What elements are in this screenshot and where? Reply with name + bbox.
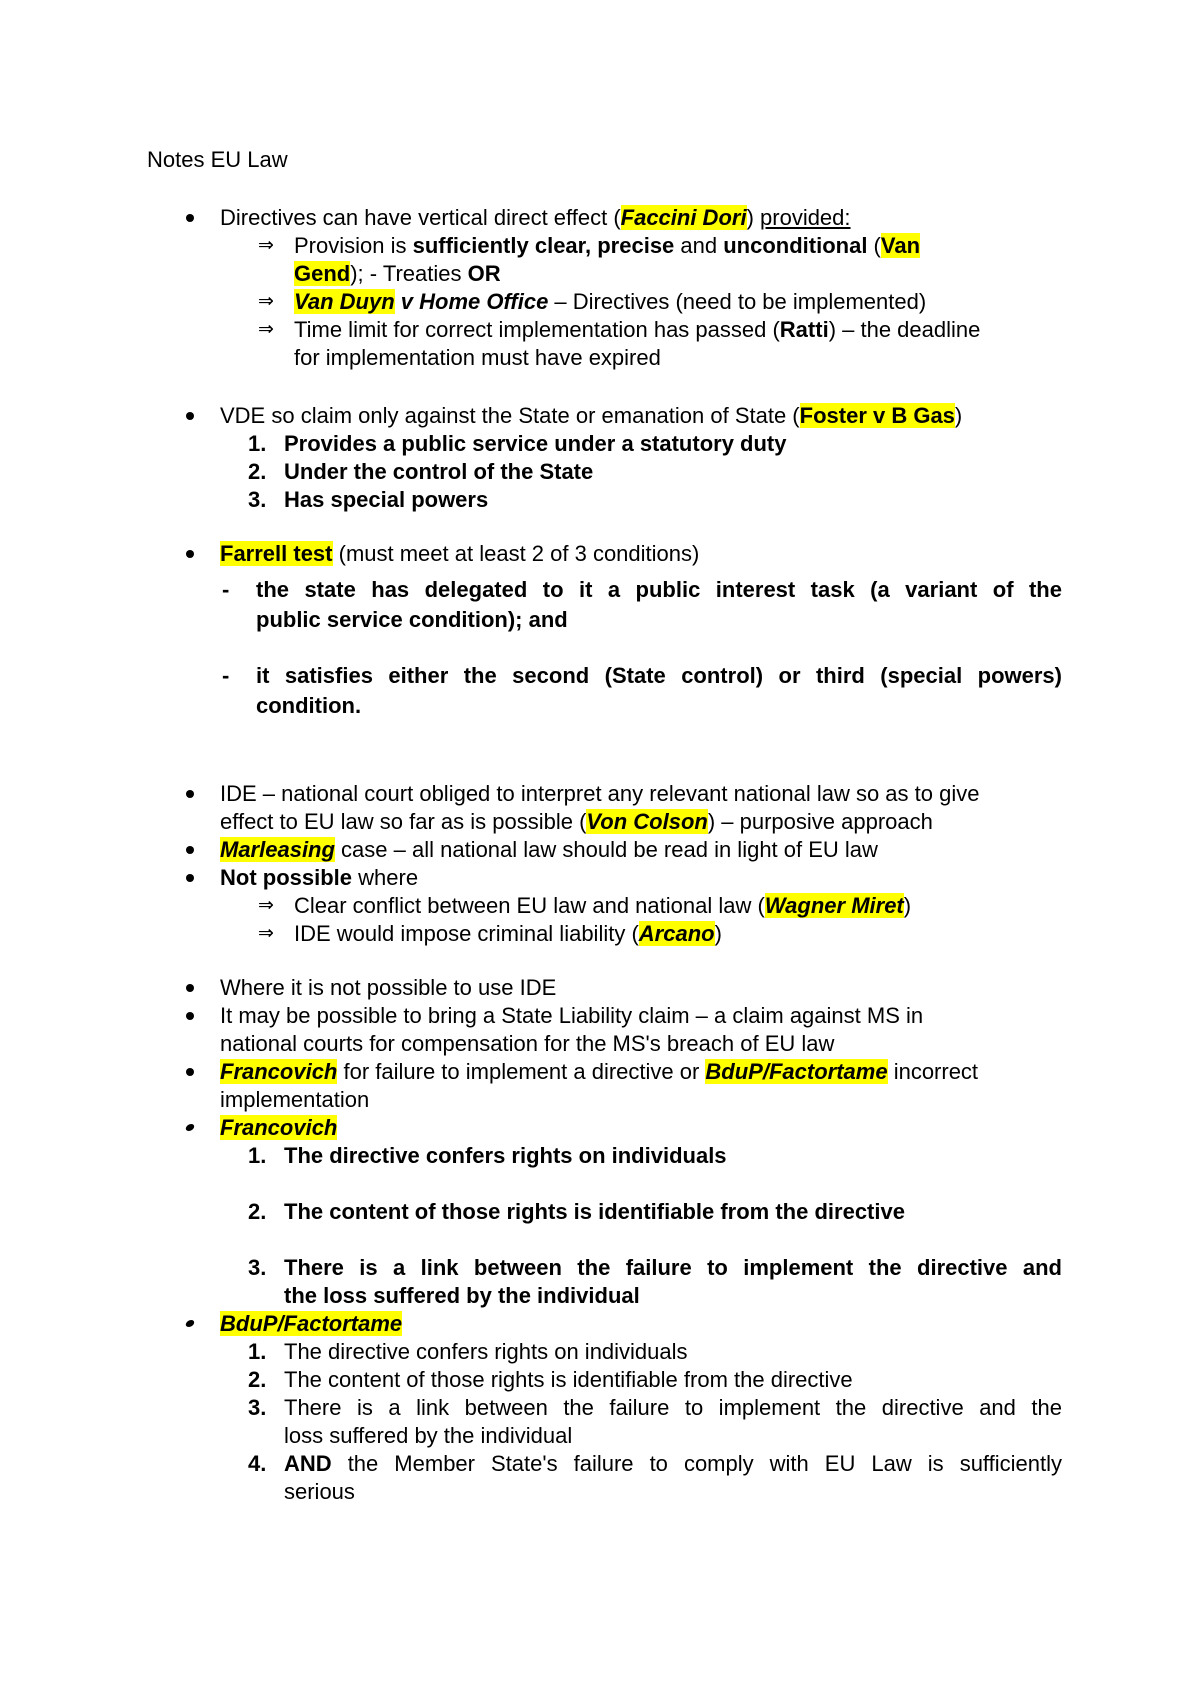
case-van-gend: Gend — [294, 261, 351, 286]
dash-item-line: public service condition); and — [256, 607, 568, 632]
list-item-cont: the loss suffered by the individual — [284, 1283, 640, 1308]
list-number: 1. — [248, 431, 267, 456]
bullet-farrell-test — [220, 540, 699, 568]
bullet-icon — [186, 846, 194, 854]
text-bold: AND — [284, 1451, 332, 1476]
list-item: The directive confers rights on individuals — [284, 1143, 727, 1168]
arrow-item-van-duyn — [294, 288, 926, 316]
text-bold: Not possible — [220, 865, 353, 890]
text: where — [352, 865, 419, 890]
bullet-icon — [186, 1068, 194, 1076]
bullet-vde-state — [220, 402, 962, 430]
bullet-icon — [186, 874, 194, 882]
text-bold: sufficiently clear, precise — [412, 233, 675, 258]
bullet-icon — [186, 984, 194, 992]
bullet-icon — [186, 550, 194, 558]
case-von-colson: Von Colson — [586, 809, 708, 834]
bullet-francovich-factortame-cont: implementation — [220, 1087, 370, 1112]
list-number: 2. — [248, 1199, 267, 1224]
bullet-state-liability: It may be possible to bring a State Liability claim – a claim against MS in — [220, 1003, 924, 1028]
text: case – all national law should be read in light of EU law — [334, 837, 878, 862]
dash-item-line: the state has delegated to it a public interest task (a variant of the — [256, 577, 1062, 602]
case-faccini-dori: Faccini Dori — [620, 205, 747, 230]
heading-bdup-factortame — [220, 1310, 402, 1338]
case-wagner-miret: Wagner Miret — [764, 893, 904, 918]
case-home-office: Home Office — [419, 289, 549, 314]
text: ) – purposive approach — [707, 809, 933, 834]
list-item: The content of those rights is identifiable from the directive — [284, 1199, 905, 1224]
list-item: There is a link between the failure to implement the directive and — [284, 1255, 1062, 1280]
list-number: 2. — [248, 459, 267, 484]
case-farrell-test: Farrell test — [220, 541, 333, 566]
dash-marker: - — [222, 577, 230, 602]
text: ) — [746, 205, 761, 230]
list-item: Under the control of the State — [284, 459, 594, 484]
case-marleasing: Marleasing — [220, 837, 335, 862]
arrow-icon: ⇒ — [258, 235, 274, 256]
bullet-icon — [185, 1124, 196, 1131]
bullet-ide: IDE – national court obliged to interpret any relevant national law so as to give — [220, 781, 980, 806]
text-bold: OR — [467, 261, 501, 286]
arrow-item-provision — [294, 232, 920, 260]
bullet-state-liability-cont: national courts for compensation for the MS's breach of EU law — [220, 1031, 835, 1056]
list-item — [284, 1450, 1062, 1478]
text: (must meet at least 2 of 3 conditions) — [332, 541, 700, 566]
text: incorrect — [887, 1059, 979, 1084]
arrow-item-criminal-liability — [294, 920, 722, 948]
case-ratti: Ratti — [779, 317, 829, 342]
text: ) — [903, 893, 912, 918]
list-item-cont: loss suffered by the individual — [284, 1423, 573, 1448]
arrow-icon: ⇒ — [258, 291, 274, 312]
text: Provision is — [294, 233, 413, 258]
arrow-icon: ⇒ — [258, 923, 274, 944]
text: IDE would impose criminal liability ( — [294, 921, 639, 946]
arrow-icon: ⇒ — [258, 895, 274, 916]
bullet-icon — [186, 412, 194, 420]
arrow-icon: ⇒ — [258, 319, 274, 340]
text: Time limit for correct implementation has passed ( — [294, 317, 780, 342]
list-item: There is a link between the failure to implement the directive and the — [284, 1395, 1062, 1420]
bullet-icon — [186, 790, 194, 798]
case-foster-v-b-gas: Foster v B Gas — [799, 403, 955, 428]
bullet-icon — [185, 1320, 196, 1327]
dash-item-line: it satisfies either the second (State control) or third (special powers) — [256, 663, 1062, 688]
list-number: 3. — [248, 487, 267, 512]
list-item: The content of those rights is identifiable from the directive — [284, 1367, 853, 1392]
bullet-where-not-possible: Where it is not possible to use IDE — [220, 975, 557, 1000]
text: – Directives (need to be implemented) — [548, 289, 927, 314]
heading-francovich — [220, 1114, 337, 1142]
case-francovich: Francovich — [220, 1115, 338, 1140]
dash-marker: - — [222, 663, 230, 688]
bullet-marleasing — [220, 836, 878, 864]
text: Clear conflict between EU law and national law ( — [294, 893, 765, 918]
bullet-directives-vde — [220, 204, 851, 232]
text: ); - Treaties — [350, 261, 468, 286]
list-item: Provides a public service under a statutory duty — [284, 431, 787, 456]
text-bold: v — [394, 289, 420, 314]
text: ) — [954, 403, 963, 428]
text: and — [674, 233, 724, 258]
list-number: 4. — [248, 1451, 267, 1476]
list-number: 1. — [248, 1143, 267, 1168]
case-van-duyn: Van Duyn — [294, 289, 395, 314]
text: Directives can have vertical direct effect ( — [220, 205, 621, 230]
text: ( — [867, 233, 881, 258]
case-van-gend: Van — [880, 233, 921, 258]
case-francovich: Francovich — [220, 1059, 338, 1084]
bullet-icon — [186, 214, 194, 222]
list-number: 1. — [248, 1339, 267, 1364]
dash-item-line: condition. — [256, 693, 362, 718]
text: ) — [714, 921, 722, 946]
list-number: 3. — [248, 1395, 267, 1420]
list-item: Has special powers — [284, 487, 489, 512]
case-arcano: Arcano — [638, 921, 715, 946]
text: VDE so claim only against the State or emanation of State ( — [220, 403, 800, 428]
list-number: 3. — [248, 1255, 267, 1280]
text: ) – the deadline — [828, 317, 981, 342]
list-item: The directive confers rights on individuals — [284, 1339, 688, 1364]
text: for failure to implement a directive or — [337, 1059, 706, 1084]
arrow-item-clear-conflict — [294, 892, 911, 920]
bullet-icon — [186, 1012, 194, 1020]
bullet-not-possible — [220, 864, 418, 892]
bullet-ide-cont — [220, 808, 933, 836]
bullet-francovich-factortame — [220, 1058, 978, 1086]
text-provided: provided: — [760, 205, 851, 230]
arrow-item-time-limit-cont: for implementation must have expired — [294, 345, 661, 370]
page-title: Notes EU Law — [147, 147, 288, 172]
text: effect to EU law so far as is possible ( — [220, 809, 587, 834]
case-bdup-factortame: BduP/Factortame — [705, 1059, 888, 1084]
list-item-cont: serious — [284, 1479, 355, 1504]
list-number: 2. — [248, 1367, 267, 1392]
text-bold: unconditional — [723, 233, 868, 258]
case-bdup-factortame: BduP/Factortame — [220, 1311, 403, 1336]
text: the Member State's failure to comply with EU Law is sufficiently — [331, 1451, 1062, 1476]
arrow-item-provision-cont — [294, 260, 501, 288]
arrow-item-time-limit — [294, 316, 980, 344]
